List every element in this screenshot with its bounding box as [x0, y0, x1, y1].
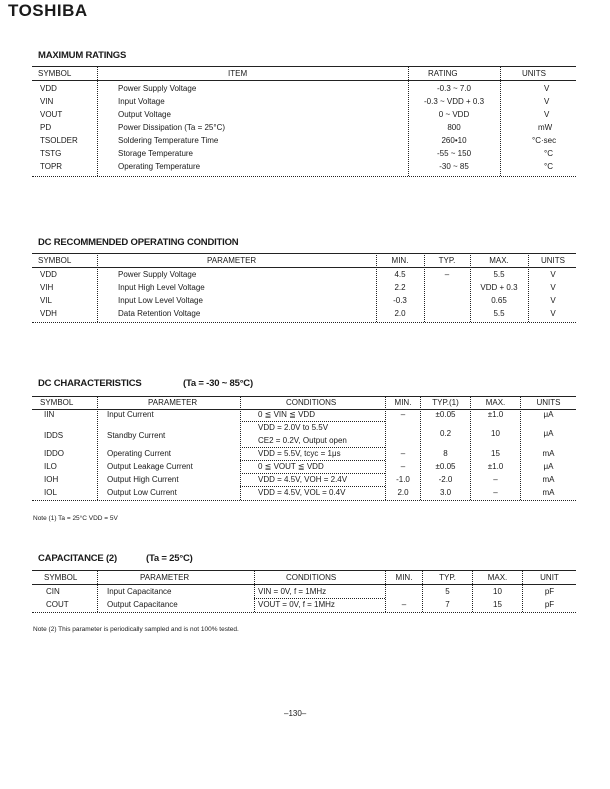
dc-char-typ: 8	[443, 449, 448, 458]
dc-char-condition: (Ta = -30 ~ 85°C)	[183, 378, 253, 389]
dc-char-header-units: UNITS	[536, 398, 561, 407]
dc-rec-parameter: Input Low Level Voltage	[118, 296, 203, 305]
max-ratings-value: 0 ~ VDD	[438, 110, 470, 119]
dc-char-max: 15	[491, 449, 500, 458]
max-ratings-symbol-topr: TOPR	[40, 162, 63, 171]
dc-char-parameter: Input Current	[107, 410, 154, 419]
max-ratings-unit: °C·sec	[532, 136, 557, 145]
max-ratings-item: Output Voltage	[118, 110, 171, 119]
dc-char-parameter: Operating Current	[107, 449, 172, 458]
dc-char-condition-line: 0 ≦ VIN ≦ VDD	[258, 410, 315, 419]
dc-rec-header-symbol: SYMBOL	[38, 256, 72, 265]
dc-rec-header-min: MIN.	[391, 256, 409, 265]
capacitance-header-conditions: CONDITIONS	[286, 573, 337, 582]
dc-char-header-parameter: PARAMETER	[148, 398, 198, 407]
dc-rec-symbol: VIL	[40, 296, 53, 305]
capacitance-header-max: MAX.	[487, 573, 508, 582]
capacitance-typ: 5	[445, 587, 450, 596]
dc-char-title: DC CHARACTERISTICS	[38, 378, 142, 389]
max-ratings-value: -55 ~ 150	[436, 149, 472, 158]
dc-rec-title: DC RECOMMENDED OPERATING CONDITION	[38, 237, 239, 248]
dc-char-max: ±1.0	[487, 410, 504, 419]
dc-char-unit: mA	[542, 475, 555, 484]
dc-rec-parameter: Power Supply Voltage	[118, 270, 197, 279]
max-ratings-unit: V	[544, 84, 550, 93]
dc-char-unit: mA	[542, 449, 555, 458]
dc-char-condition-line: VDD = 4.5V, VOH = 2.4V	[258, 475, 348, 484]
dc-char-min: 2.0	[397, 488, 409, 497]
dc-rec-max: 5.5	[493, 309, 505, 318]
capacitance-header-min: MIN.	[395, 573, 413, 582]
capacitance-parameter: Output Capacitance	[107, 600, 178, 609]
dc-char-typ: -2.0	[438, 475, 453, 484]
dc-char-max: ±1.0	[487, 462, 504, 471]
dc-rec-header-units: UNITS	[541, 256, 565, 265]
dc-char-header-min: MIN.	[394, 398, 412, 407]
dc-char-min: –	[400, 449, 406, 458]
max-ratings-value: 260•10	[441, 136, 467, 145]
capacitance-condition-line: VIN = 0V, f = 1MHz	[258, 587, 327, 596]
dc-rec-min: 2.0	[394, 309, 406, 318]
max-ratings-header-symbol: SYMBOL	[38, 69, 72, 78]
max-ratings-item: Operating Temperature	[118, 162, 201, 171]
dc-rec-max: VDD + 0.3	[480, 283, 518, 292]
dc-char-header-max: MAX.	[485, 398, 506, 407]
max-ratings-unit: °C	[544, 162, 553, 171]
max-ratings-unit: mW	[538, 123, 553, 132]
max-ratings-item: Storage Temperature	[118, 149, 194, 158]
dc-char-min: –	[400, 462, 406, 471]
dc-char-typ: 0.2	[439, 429, 452, 438]
max-ratings-item: Input Voltage	[118, 97, 165, 106]
capacitance-header-typ: TYP.	[439, 573, 456, 582]
dc-rec-header-typ: TYP.	[438, 256, 456, 265]
max-ratings-symbol-vout: VOUT	[40, 110, 63, 119]
capacitance-symbol: CIN	[46, 587, 60, 596]
dc-rec-min: -0.3	[393, 296, 407, 305]
dc-char-parameter: Output High Current	[107, 475, 179, 484]
page-number: –130–	[284, 709, 307, 718]
dc-char-parameter: Output Leakage Current	[107, 462, 193, 471]
capacitance-title: CAPACITANCE (2)	[38, 553, 117, 564]
capacitance-max: 10	[493, 587, 502, 596]
capacitance-header-symbol: SYMBOL	[44, 573, 78, 582]
dc-rec-header-max: MAX.	[489, 256, 509, 265]
dc-char-header-symbol: SYMBOL	[40, 398, 74, 407]
dc-char-unit: μA	[543, 462, 554, 471]
max-ratings-symbol-vin: VIN	[40, 97, 54, 106]
dc-char-symbol: IOL	[44, 488, 57, 497]
dc-rec-symbol: VDH	[40, 309, 57, 318]
max-ratings-symbol-tsolder: TSOLDER	[40, 136, 78, 145]
dc-char-parameter: Standby Current	[107, 431, 166, 440]
capacitance-note: Note (2) This parameter is periodically sampled and is not 100% tested.	[33, 626, 239, 633]
max-ratings-item: Power Supply Voltage	[118, 84, 197, 93]
dc-rec-typ: –	[444, 270, 450, 279]
dc-char-symbol: IDDO	[44, 449, 64, 458]
dc-char-max: –	[493, 475, 498, 484]
dc-char-symbol: IIN	[44, 410, 55, 419]
dc-rec-parameter: Input High Level Voltage	[118, 283, 205, 292]
capacitance-condition-line: VOUT = 0V, f = 1MHz	[258, 600, 335, 609]
capacitance-symbol: COUT	[46, 600, 69, 609]
dc-char-max: 10	[491, 429, 500, 438]
max-ratings-value: -0.3 ~ 7.0	[436, 84, 472, 93]
capacitance-parameter: Input Capacitance	[107, 587, 172, 596]
capacitance-header-parameter: PARAMETER	[140, 573, 190, 582]
dc-char-header-conditions: CONDITIONS	[286, 398, 337, 407]
max-ratings-item: Power Dissipation (Ta = 25°C)	[118, 123, 226, 132]
dc-char-typ: ±0.05	[435, 462, 456, 471]
capacitance-typ: 7	[445, 600, 450, 609]
max-ratings-header-item: ITEM	[228, 69, 248, 78]
dc-rec-min: 2.2	[394, 283, 406, 292]
capacitance-unit: pF	[544, 587, 555, 596]
dc-char-symbol: IDDS	[44, 431, 64, 440]
dc-char-unit: mA	[542, 488, 555, 497]
dc-rec-max: 5.5	[493, 270, 505, 279]
max-ratings-symbol-tstg: TSTG	[40, 149, 62, 158]
dc-char-unit: μA	[543, 429, 554, 438]
max-ratings-value: -30 ~ 85	[439, 162, 469, 171]
dc-rec-unit: V	[550, 296, 556, 305]
dc-char-condition-line: VDD = 5.5V, tcyc = 1μs	[258, 449, 341, 458]
dc-char-condition-line: CE2 = 0.2V, Output open	[258, 436, 347, 445]
dc-rec-parameter: Data Retention Voltage	[118, 309, 201, 318]
max-ratings-value: 800	[447, 123, 461, 132]
max-ratings-unit: V	[544, 97, 550, 106]
dc-char-max: –	[493, 488, 498, 497]
dc-char-min: –	[400, 410, 406, 419]
dc-char-header-typ: TYP.(1)	[432, 398, 459, 407]
dc-char-condition-line: 0 ≦ VOUT ≦ VDD	[258, 462, 324, 471]
max-ratings-value: -0.3 ~ VDD + 0.3	[423, 97, 485, 106]
dc-rec-symbol: VIH	[40, 283, 54, 292]
dc-char-typ: 3.0	[439, 488, 452, 497]
capacitance-max: 15	[493, 600, 502, 609]
dc-char-typ: ±0.05	[435, 410, 456, 419]
max-ratings-symbol-vdd: VDD	[40, 84, 57, 93]
brand-logo: TOSHIBA	[8, 1, 88, 20]
capacitance-unit: pF	[544, 600, 555, 609]
dc-char-condition-line: VDD = 4.5V, VOL = 0.4V	[258, 488, 346, 497]
dc-char-condition-line: VDD = 2.0V to 5.5V	[258, 423, 329, 432]
max-ratings-header-rating: RATING	[428, 69, 458, 78]
max-ratings-header-units: UNITS	[522, 69, 546, 78]
capacitance-condition: (Ta = 25°C)	[146, 553, 193, 564]
dc-char-min: -1.0	[396, 475, 410, 484]
dc-rec-unit: V	[550, 309, 556, 318]
max-ratings-unit: V	[544, 110, 550, 119]
max-ratings-item: Soldering Temperature Time	[118, 136, 219, 145]
max-ratings-title: MAXIMUM RATINGS	[38, 50, 127, 61]
dc-rec-unit: V	[550, 270, 556, 279]
capacitance-header-unit: UNIT	[540, 573, 559, 582]
capacitance-min: –	[401, 600, 407, 609]
dc-char-unit: μA	[543, 410, 554, 419]
dc-char-parameter: Output Low Current	[107, 488, 177, 497]
dc-char-symbol: ILO	[44, 462, 57, 471]
max-ratings-symbol-pd: PD	[40, 123, 52, 132]
dc-char-symbol: IOH	[44, 475, 59, 484]
dc-rec-symbol: VDD	[40, 270, 57, 279]
dc-rec-unit: V	[550, 283, 556, 292]
dc-char-note: Note (1) Ta = 25°C VDD = 5V	[33, 515, 118, 522]
max-ratings-unit: °C	[544, 149, 553, 158]
dc-rec-header-parameter: PARAMETER	[207, 256, 257, 265]
dc-rec-min: 4.5	[394, 270, 406, 279]
dc-rec-max: 0.65	[491, 296, 507, 305]
